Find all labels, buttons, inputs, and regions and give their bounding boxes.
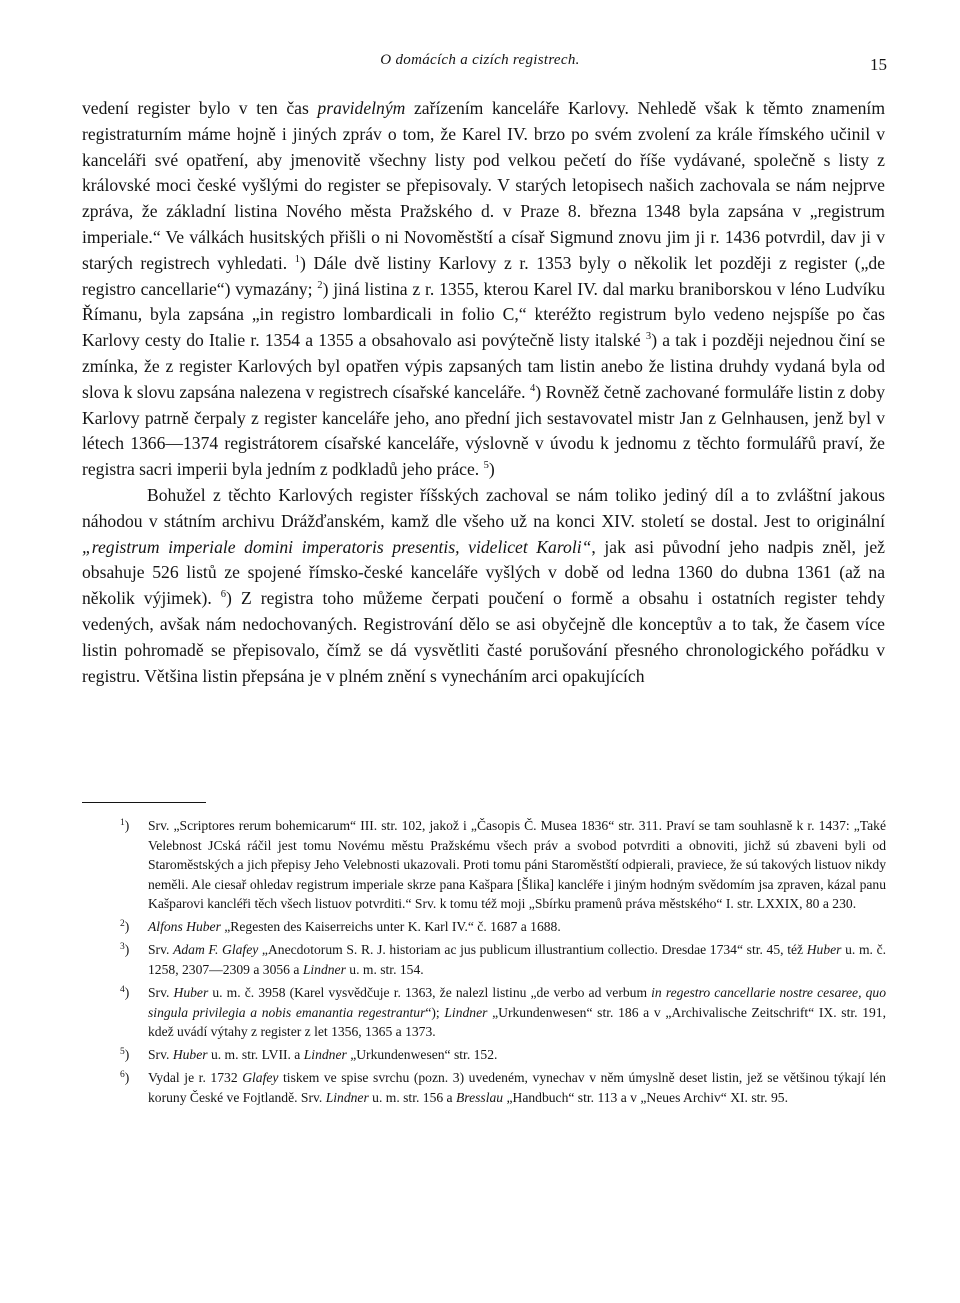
footnote-reference: $^4$) [530,381,542,402]
text-run: Srv. [148,984,174,1000]
footnote-mark: 5 ) [120,1040,129,1063]
footnote-text [148,818,886,911]
running-title: O domácích a cizích registrech. [380,52,580,68]
footnotes [120,816,886,1111]
footnote-reference: $^1$) [294,252,306,273]
italic-text: Glafey [242,1070,279,1086]
main-text [82,96,885,689]
text-run: „Urkundenwesen“ str. 186 a v „Archivalische Zeitschrift“ IX. str. 191, kdež uvádí výtahy z register z let 1356, 1365 a 1373. [148,1004,886,1040]
footnote-text [148,942,886,977]
italic-text: pravidelným [317,98,406,118]
italic-text: Lindner [302,961,346,977]
footnote-reference-number: 6 [220,589,227,601]
text-run: Bohužel z těchto Karlových register říšských zachoval se nám toliko jediný díl a to zvláštní jakous náhodou v státním archivu Drážďanském, kamž dle všeho už na konci XIV. století se dostal. Jest to originální [82,484,885,531]
text-run: u. m. č. 3958 (Karel vysvědčuje r. 1363, že nalezl listinu „de verbo ad verbum [208,984,652,1000]
italic-text: Lindner [444,1004,488,1020]
italic-text: Huber [172,1047,208,1063]
text-run: u. m. str. 156 a [368,1089,456,1105]
footnote-mark: 2 ) [120,912,129,935]
text-run: “); [425,1004,445,1020]
footnote-mark: 3 ) [120,935,129,958]
italic-text: Lindner [325,1089,369,1105]
footnote [120,917,886,937]
text-run: u. m. str. LVII. a [207,1047,304,1063]
text-run: tiskem ve spise svrchu (pozn. 3) uvedeném, vynechav v něm úmyslně deset listin, jež se většinou týkají lén koruny České ve Fojtlandě. Srv. [148,1070,886,1105]
footnote [120,1068,886,1107]
footnote-mark: 1 ) [120,811,129,834]
text-run: jiná listina z r. 1355, kterou Karel IV. dal marku braniborskou v léno Ludvíku Římanu, byla zapsána „in registro lombardicali in folio C,“ kteréžto registrum bylo vedeno nejspíše po čas Karlovy cesty do Italie r. 1354 a 1355 a obsahovalo asi povýtečně listy italské [82,278,885,351]
footnote-text [148,919,561,934]
footnote [120,1045,886,1065]
footnote-reference: $^3$) [645,330,658,351]
footnote [120,940,886,979]
footnote [120,983,886,1042]
text-run: „Regesten des Kaiserreichs unter K. Karl IV.“ č. 1687 a 1688. [220,919,561,935]
text-run: Srv. [148,1047,173,1063]
italic-text: in regestro cancellarie nostre cesaree, quo singula privilegia a nobis emanantia regestrantur [148,984,886,1020]
footnote-reference-number: 5 [483,460,489,472]
footnote-reference: $^2$) [317,278,329,299]
paragraph [82,96,885,483]
footnote-mark: 4 ) [120,978,129,1001]
footnote-separator [82,802,206,803]
italic-text: Alfons Huber [148,919,221,935]
text-run: Rovněž četně zachované formuláře listin z doby Karlovy patrně čerpaly z register kanceláře jeho, ano přední jich sestavovatel mistr Jan z Gelnhausen, jenž byl v létech 1366—1374 registrátorem císařské kanceláře, výslovně v úvodu k jednomu z těchto formulářů praví, že registra sacri imperii byla jedním z podkladů jeho práce. [82,381,885,480]
text-run: u. m. str. 154. [345,961,424,977]
footnote-text [148,985,886,1039]
text-run: Dále dvě listiny Karlovy z r. 1353 byly o několik let později z register („de registro cancellarie“) vymazány; [82,252,886,299]
text-run: a tak i později nejednou činí se zmínka, že z register Karlových byl opatřen výpis zapsaných tam listin anebo že listina druhdy vydaná byla od slova k slovu zapsána nalezena v registrech císařské kanceláře. [82,330,886,402]
paragraph [82,483,885,689]
footnote-reference-number: 1 [294,253,301,265]
text-run: „Urkundenwesen“ str. 152. [346,1047,498,1063]
footnote [120,816,886,914]
italic-text: „registrum imperiale domini imperatoris presentis, videlicet Karoli“ [82,536,592,557]
page-number: 15 [870,55,887,74]
footnote-reference: $^5$) [483,459,495,480]
text-run: vedení register bylo v ten čas [82,98,318,118]
text-run: , jak asi původní jeho nadpis zněl, jež obsahuje 526 listů ze spojené římsko-české kanceláře vyšlých v době od ledna 1360 do dubna 1361 (až na několik výjimek). [82,536,885,609]
footnote-mark: 6 ) [120,1063,129,1086]
footnote-text [148,1047,497,1062]
footnote-reference-number: 3 [645,331,652,343]
italic-text: Lindner [303,1047,347,1063]
text-run: Srv. „Scriptores rerum bohemicarum“ III. str. 102, jakož i „Časopis Č. Musea 1836“ str. 311. Praví se tam souhlasně k r. 1437: „Také Velebnost JCská ráčil jest tomu Novému městu Pražskému všech práv a svobod potvrditi a obnoviti, jichž sú zbaveni byli od Staroměstských a jich přepisy Jeho Velebnosti ukazovali. Proti tomu páni Staroměstští odpierali, praviece, že sú takových listuov nikdy neměli. Ale ciesař ohledav registrum imperiale skrze pana Kašpara [Šlika] kancléře i jiným hodným svědomím jsa zpraven, kázal panu Kašparovi kancléři těch všech listuov potvrditi.“ Srv. k tomu též moji „Sbírku pramenů práva městského“ I. str. LXXIX, 80 a 230. [148,818,886,912]
text-run: zařízením kanceláře Karlovy. Nehledě však k těmto znamením registraturním máme hojně i jiných zpráv o tom, že Karel IV. brzo po svém zvolení za krále římského učinil v kanceláři své opatření, aby jmenovitě všechny listy pod velkou pečetí do říše vydávané, společně s listy z královské moci české vyšlými do register se přepisovaly. V starých letopisech našich zachovala se nám nejprve zpráva, že základní listina Nového města Pražského d. v Praze 8. března 1348 byla zapsána v „registrum imperiale.“ Ve válkách husitských přišli o ni Novoměstští a císař Sigmund znovu jim ji r. 1436 potvrdil, dav ji v starých registrech vyhledati. [82,98,886,273]
text-run: Z registra toho můžeme čerpati poučení o formě a obsahu i ostatních register tehdy vedených, avšak nám nedochovaných. Registrování dělo se asi obyčejně dle konceptův a to tak, že časem více listin pohromadě se přepisovalo, čímž se dá vysvětliti časté porušování přesného chronologického pořádku v registru. Většina listin přepsána je v plném znění s vynecháním arci opakujících [82,588,885,686]
footnote-text [148,1070,886,1105]
italic-text: Huber [173,984,209,1000]
text-run: Srv. [148,942,174,958]
text-run: u. m. č. 1258, 2307—2309 a 3056 a [148,942,887,977]
italic-text: Bresslau [456,1089,504,1105]
footnote-reference: $^6$) [220,588,232,609]
text-run: „Anecdotorum S. R. J. historiam ac jus publicum illustrantium collectio. Dresdae 1734“ str. 45, též [258,942,807,958]
text-run: „Handbuch“ str. 113 a v „Neues Archiv“ XI. str. 95. [503,1089,788,1105]
italic-text: Adam F. Glafey [173,942,259,958]
italic-text: Huber [806,942,842,958]
footnote-reference-number: 4 [530,382,536,394]
footnote-reference-number: 2 [317,279,323,291]
text-run: Vydal je r. 1732 [148,1070,243,1086]
